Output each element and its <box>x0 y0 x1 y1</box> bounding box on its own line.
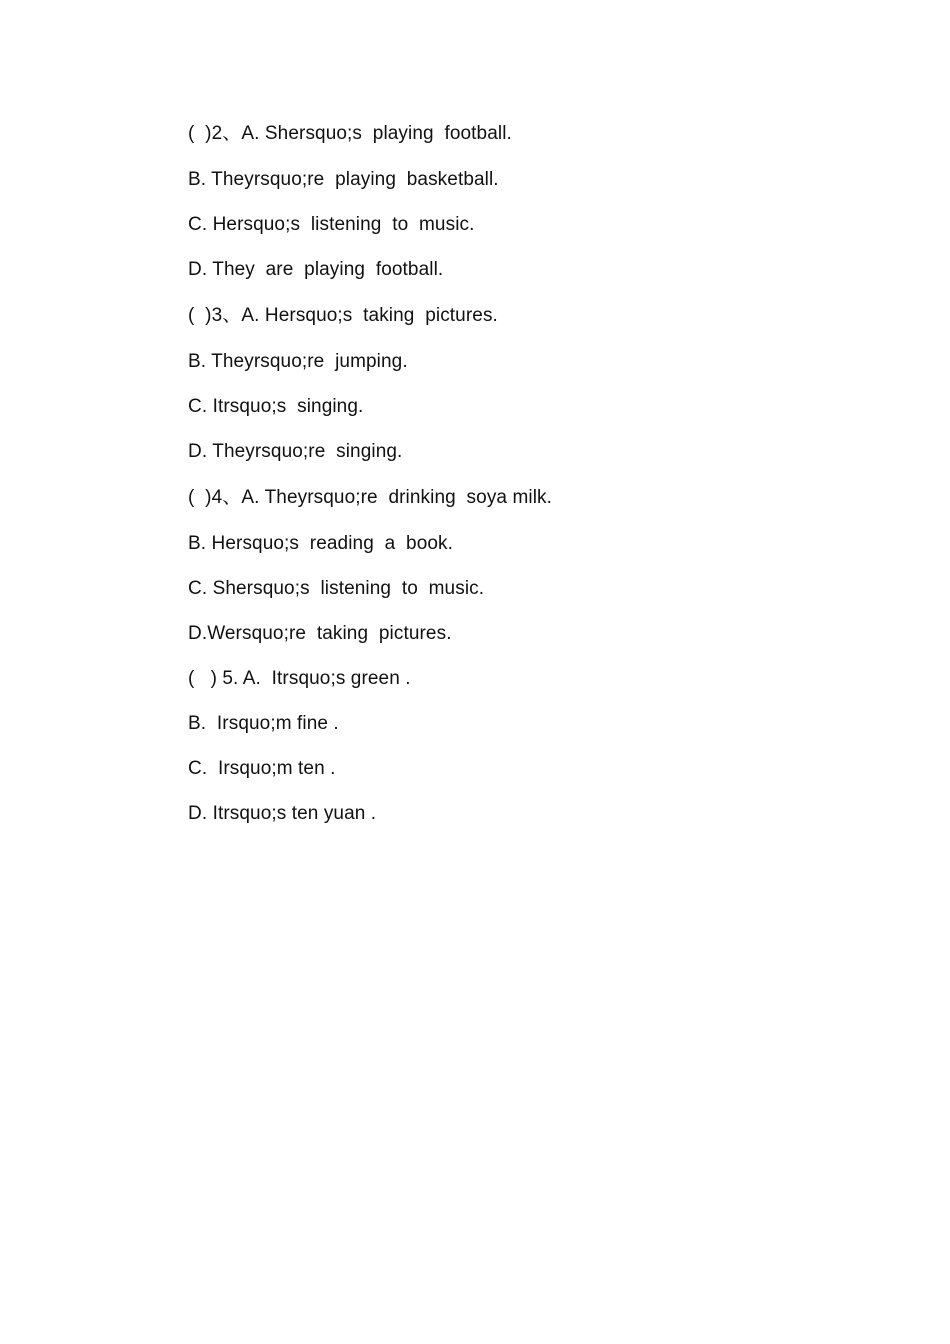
option-c: C. Hersquo;s listening to music. <box>188 214 475 235</box>
option-d: D. Itrsquo;s ten yuan . <box>188 803 377 824</box>
question-3 <box>188 304 888 486</box>
question-2 <box>188 122 888 304</box>
option-d: D. Theyrsquo;re singing. <box>188 441 403 462</box>
question-5 <box>188 667 888 826</box>
question-stem: ( ) 5. A. Itrsquo;s green . <box>188 668 411 689</box>
question-stem: ( )2、A. Shersquo;s playing football. <box>188 123 512 144</box>
option-c: C. Itrsquo;s singing. <box>188 396 364 417</box>
option-b: B. Hersquo;s reading a book. <box>188 533 454 554</box>
question-stem: ( )3、A. Hersquo;s taking pictures. <box>188 305 498 326</box>
option-b: B. Irsquo;m fine . <box>188 713 339 734</box>
option-d: D. They are playing football. <box>188 259 444 280</box>
option-d: D.Wersquo;re taking pictures. <box>188 623 452 644</box>
option-c: C. Irsquo;m ten . <box>188 758 336 779</box>
option-c: C. Shersquo;s listening to music. <box>188 578 485 599</box>
option-b: B. Theyrsquo;re playing basketball. <box>188 169 499 190</box>
option-b: B. Theyrsquo;re jumping. <box>188 351 408 372</box>
question-4 <box>188 486 888 667</box>
question-stem: ( )4、A. Theyrsquo;re drinking soya milk. <box>188 487 553 508</box>
question-list <box>188 122 888 826</box>
